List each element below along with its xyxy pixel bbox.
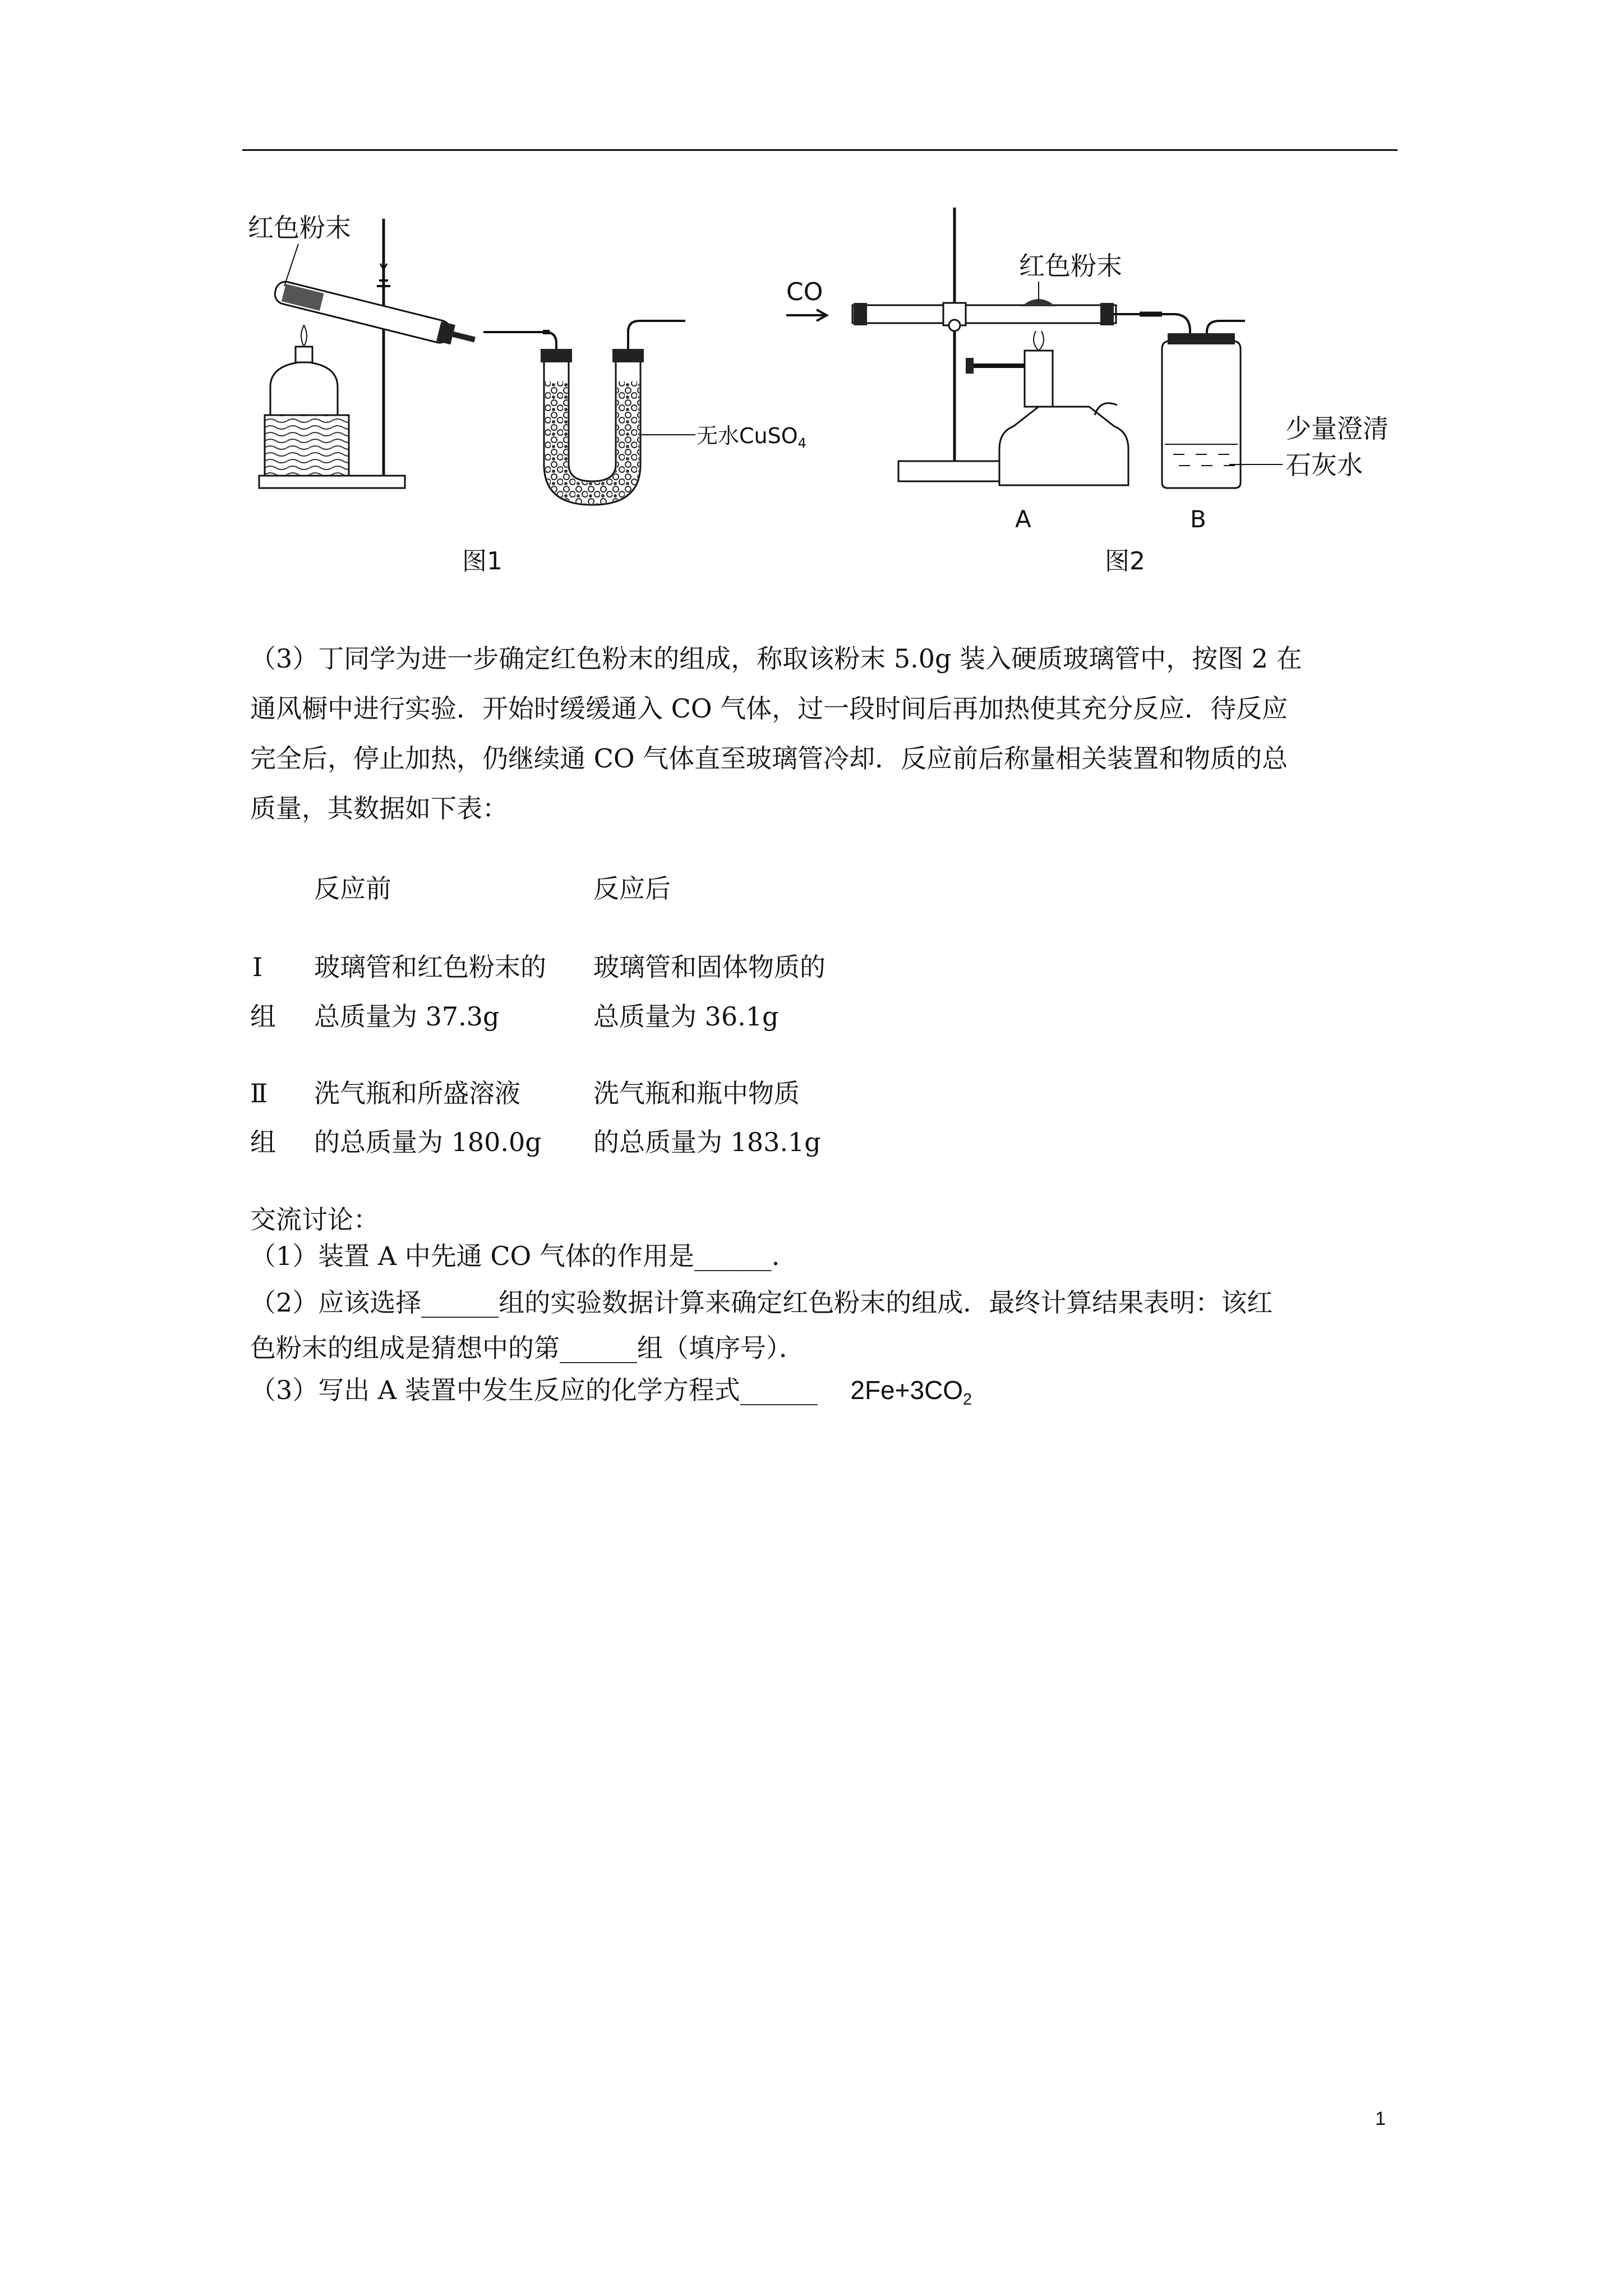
question-2-line-1: （2）应该选择______组的实验数据计算来确定红色粉末的组成．最终计算结果表明：该红: [250, 1287, 1273, 1318]
table-cell: 洗气瓶和所盛溶液: [314, 1078, 520, 1108]
header-rule: [242, 149, 1398, 151]
table-row-group: 组: [250, 1001, 276, 1032]
intro-line-2: 通风橱中进行实验．开始时缓缓通入 CO 气体，过一段时间后再加热使其充分反应．待反应: [250, 693, 1288, 724]
table-cell: 洗气瓶和瓶中物质: [593, 1078, 800, 1108]
figure-2: [786, 208, 1389, 576]
apparatus-b-label: B: [1190, 505, 1206, 533]
apparatus-a-label: A: [1015, 505, 1031, 533]
intro-paragraph: [250, 634, 1396, 834]
table-cell: 玻璃管和红色粉末的: [314, 952, 546, 982]
table-header-after: 反应后: [593, 873, 671, 904]
table-cell: 总质量为 37.3g: [314, 1001, 500, 1032]
table-cell: 的总质量为 183.1g: [593, 1127, 821, 1157]
apparatus-figure: [242, 202, 1398, 589]
gas-arrow: [786, 310, 827, 321]
discussion-questions: [250, 1234, 1396, 1421]
fig2-caption: 图2: [1105, 547, 1145, 576]
intro-line-1: （3）丁同学为进一步确定红色粉末的组成，称取该粉末 5.0g 装入硬质玻璃管中，按图 2 在: [250, 643, 1302, 674]
stand-base-1: [259, 476, 405, 488]
fig2-water-label-2: 石灰水: [1285, 450, 1363, 480]
question-1: （1）装置 A 中先通 CO 气体的作用是______．: [250, 1241, 797, 1271]
fig2-gas-label: CO: [786, 278, 823, 306]
table-header-before: 反应前: [314, 873, 391, 904]
alcohol-lamp-1: [270, 362, 338, 415]
question-3-text: （3）写出 A 装置中发生反应的化学方程式______: [250, 1375, 818, 1405]
table-row-group: 组: [250, 1127, 276, 1157]
figure-1: [248, 213, 806, 576]
fig2-powder-label: 红色粉末: [1019, 251, 1122, 281]
table-row-num: Ⅱ: [250, 1078, 268, 1108]
fig1-powder-label: 红色粉末: [248, 213, 351, 243]
intro-line-4: 质量，其数据如下表：: [250, 793, 508, 823]
table-cell: 的总质量为 180.0g: [314, 1127, 542, 1157]
intro-line-3: 完全后，停止加热，仍继续通 CO 气体直至玻璃管冷却．反应前后称量相关装置和物质的总: [250, 743, 1288, 774]
wood-block: [265, 415, 349, 476]
fig2-water-label-1: 少量澄清: [1285, 413, 1389, 444]
discussion-heading: 交流讨论：: [250, 1204, 379, 1235]
combustion-tube: [852, 305, 1116, 323]
fig1-caption: 图1: [462, 547, 502, 576]
page-number: 1: [1375, 2108, 1386, 2129]
question-3-equation: $2Fe+3CO_2$: [850, 1375, 972, 1409]
question-2-line-2: 色粉末的组成是猜想中的第______组（填序号）．: [250, 1333, 805, 1363]
table-cell: 玻璃管和固体物质的: [593, 952, 826, 982]
question-3: [250, 1368, 1396, 1421]
lamp-head: [1025, 351, 1053, 407]
alcohol-lamp-2: [999, 407, 1128, 485]
table-cell: 总质量为 36.1g: [593, 1001, 779, 1032]
table-row-num: Ⅰ: [252, 952, 263, 982]
fig1-reagent-label: 无水CuSO$_4$: [697, 424, 806, 451]
